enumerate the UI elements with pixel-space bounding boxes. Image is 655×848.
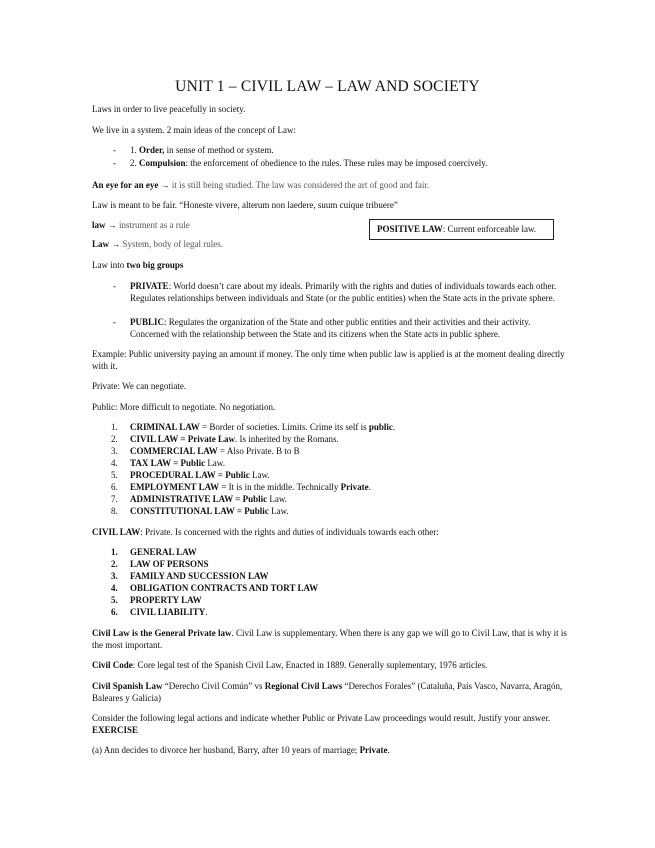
list-item: CRIMINAL LAW = Border of societies. Limits. Crime its self is public. — [130, 422, 396, 432]
arrow-icon: → — [111, 239, 121, 249]
list-item: CONSTITUTIONAL LAW = Public Law. — [130, 506, 289, 516]
positive-law-box: POSITIVE LAW: Current enforceable law. — [369, 219, 554, 240]
page-title: UNIT 1 – CIVIL LAW – LAW AND SOCIETY — [175, 78, 480, 95]
private-negotiation: Private: We can negotiate. — [92, 381, 187, 391]
list-number: 1. — [111, 547, 118, 557]
bullet-dash: - — [113, 317, 116, 327]
bullet-dash: - — [113, 145, 116, 155]
idea-item: 1. Order, in sense of method or system. — [130, 145, 274, 155]
groups-heading: Law into two big groups — [92, 260, 184, 270]
list-item: PROCEDURAL LAW = Public Law. — [130, 470, 270, 480]
civil-law-paragraph: CIVIL LAW: Private. Is concerned with the rights and duties of individuals towards each other: — [92, 527, 439, 537]
list-number: 6. — [111, 482, 118, 492]
list-number: 5. — [111, 470, 118, 480]
list-number: 5. — [111, 595, 118, 605]
arrow-icon: → — [160, 180, 170, 190]
public-negotiation: Public: More difficult to negotiate. No negotiation. — [92, 402, 276, 412]
list-number: 8. — [111, 506, 118, 516]
list-number: 3. — [111, 446, 118, 456]
list-item: GENERAL LAW — [130, 547, 197, 557]
list-item: OBLIGATION CONTRACTS AND TORT LAW — [130, 583, 319, 593]
private-item: PRIVATE: World doesn’t care about my ideals. Primarily with the rights and duties of individuals towards each other. Regulates relationships between individuals and State (or the public entities) when the State acts in the private sphere. — [130, 281, 557, 303]
intro-paragraph: Laws in order to live peacefully in society. — [92, 104, 246, 114]
list-item: PROPERTY LAW — [130, 595, 202, 605]
idea-item: 2. Compulsion: the enforcement of obedience to the rules. These rules may be imposed coercively. — [130, 158, 488, 168]
list-number: 1. — [111, 422, 118, 432]
law-upper-definition: Law → System, body of legal rules. — [92, 239, 224, 249]
list-number: 6. — [111, 607, 118, 617]
general-law-paragraph: Civil Law is the General Private law. Civil Law is supplementary. When there is any gap we will go to Civil Law, that is why it is the most important. — [92, 628, 567, 650]
law-lower-definition: law → instrument as a rule — [92, 220, 190, 230]
list-item: CIVIL LIABILITY. — [130, 607, 208, 617]
list-number: 2. — [111, 559, 118, 569]
system-paragraph: We live in a system. 2 main ideas of the concept of Law: — [92, 125, 296, 135]
bullet-dash: - — [113, 281, 116, 291]
list-item: LAW OF PERSONS — [130, 559, 209, 569]
list-number: 3. — [111, 571, 118, 581]
list-item: ADMINISTRATIVE LAW = Public Law. — [130, 494, 287, 504]
civil-code-paragraph: Civil Code: Core legal test of the Spanish Civil Law, Enacted in 1889. Generally suplementary, 1976 articles. — [92, 660, 488, 670]
case-a-paragraph: (a) Ann decides to divorce her husband, Barry, after 10 years of marriage; Private. — [92, 745, 390, 755]
exercise-paragraph: Consider the following legal actions and indicate whether Public or Private Law proceedings would result. Justify your answer. EXERCISE — [92, 713, 551, 735]
bullet-dash: - — [113, 158, 116, 168]
list-number: 4. — [111, 583, 118, 593]
public-item: PUBLIC: Regulates the organization of the State and other public entities and their activities and their activity. Concerned with the relationship between the State and its citizens when the State acts in public sphere. — [130, 317, 531, 339]
fair-paragraph: Law is meant to be fair. “Honeste vivere, alterum non laedere, suum cuique tribuere” — [92, 200, 398, 210]
spanish-law-paragraph: Civil Spanish Law “Derecho Civil Común” vs Regional Civil Laws “Derechos Forales” (Cataluña, País Vasco, Navarra, Aragón, Baleares y Galicia) — [92, 681, 563, 703]
list-number: 4. — [111, 458, 118, 468]
list-number: 7. — [111, 494, 118, 504]
list-item: EMPLOYMENT LAW = It is in the middle. Technically Private. — [130, 482, 371, 492]
eye-paragraph: An eye for an eye → it is still being studied. The law was considered the art of good and fair. — [92, 180, 430, 190]
list-number: 2. — [111, 434, 118, 444]
list-item: CIVIL LAW = Private Law. Is inherited by the Romans. — [130, 434, 339, 444]
example-paragraph: Example: Public university paying an amount if money. The only time when public law is applied is at the moment dealing directly with it. — [92, 349, 565, 371]
arrow-icon: → — [107, 220, 117, 230]
list-item: TAX LAW = Public Law. — [130, 458, 225, 468]
list-item: COMMERCIAL LAW = Also Private. B to B — [130, 446, 300, 456]
list-item: FAMILY AND SUCCESSION LAW — [130, 571, 269, 581]
